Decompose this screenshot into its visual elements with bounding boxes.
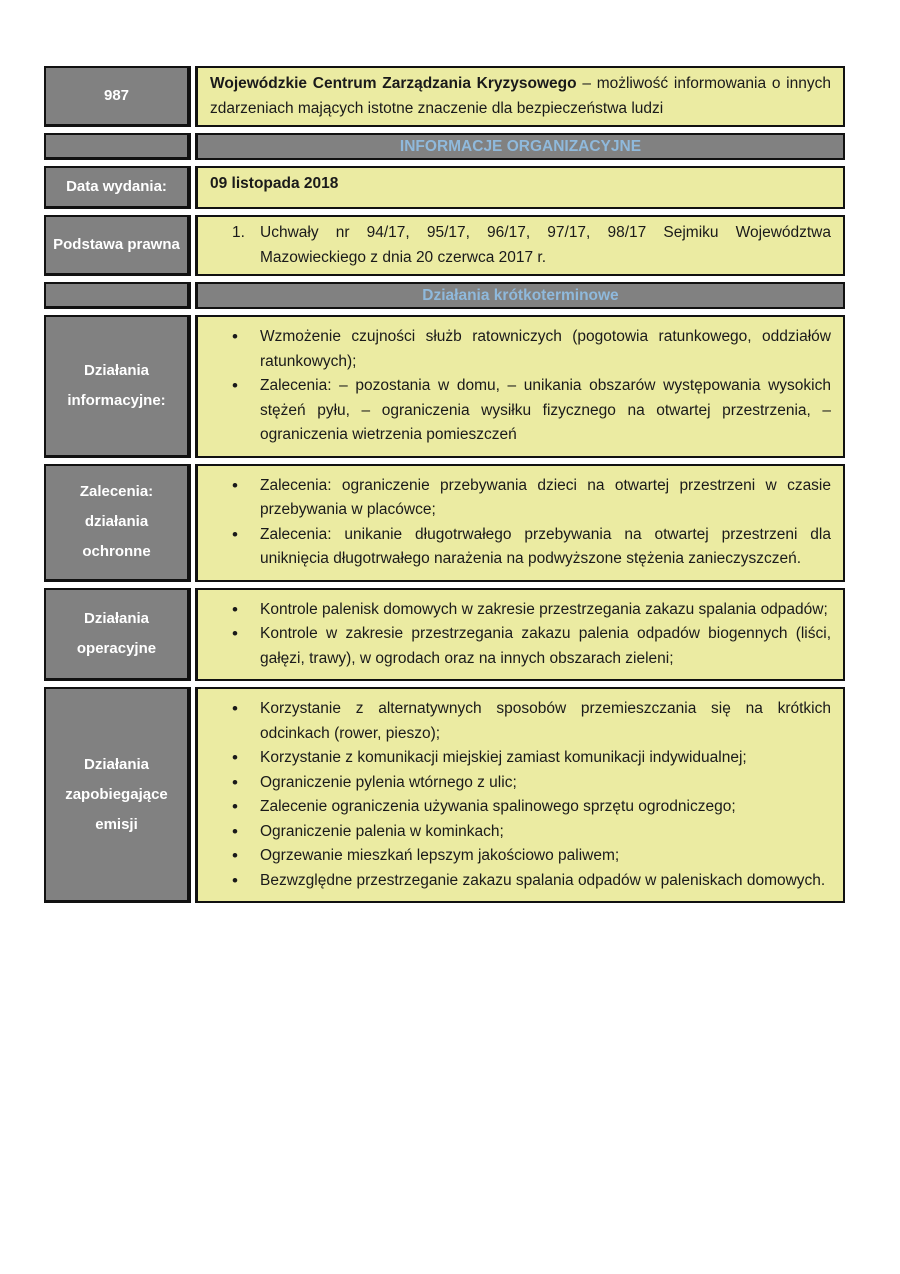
bullet-list <box>210 697 831 893</box>
label-line: emisji <box>95 815 138 833</box>
label-line: Działania <box>83 609 150 627</box>
row-label-dzialania-zapobiegajace <box>44 687 191 903</box>
label-line: informacyjne: <box>67 391 166 409</box>
label-line: Podstawa prawna <box>53 236 180 253</box>
legal-basis-text: Uchwały nr 94/17, 95/17, 96/17, 97/17, 98/17 Sejmiku Województwa Mazowieckiego z dnia 20 czerwca 2017 r. <box>260 224 831 266</box>
bullet-list <box>210 598 831 672</box>
row-content-dzialania-operacyjne <box>195 588 845 682</box>
document-title <box>210 72 831 121</box>
row-value-podstawa-prawna <box>195 215 845 276</box>
bullet-item: • Kontrole w zakresie przestrzegania zakazu palenia odpadów biogennych (liści, gałęzi, trawy), w ogrodach oraz na innych obszarach zieleni; <box>210 622 831 671</box>
label-line: zapobiegające <box>65 785 168 803</box>
label-line: operacyjne <box>76 639 157 657</box>
bullet-item: • Zalecenia: – pozostania w domu, – unikania obszarów występowania wysokich stężeń pyłu, – ograniczenia wysiłku fizycznego na otwartej przestrzenia, – ograniczenia wietrzenia pomieszczeń <box>210 374 831 448</box>
bullet-item: • Korzystanie z komunikacji miejskiej zamiast komunikacji indywidualnej; <box>210 746 831 771</box>
bullet-item: • Zalecenie ograniczenia używania spalinowego sprzętu ogrodniczego; <box>210 795 831 820</box>
bullet-item: • Wzmożenie czujności służb ratowniczych (pogotowia ratunkowego, oddziałów ratunkowych); <box>210 325 831 374</box>
section-short-term-title: Działania krótkoterminowe <box>422 286 619 304</box>
label-line: Działania <box>83 755 150 773</box>
row-content-dzialania-informacyjne <box>195 315 845 458</box>
bullet-list <box>210 474 831 572</box>
label-line: Działania <box>83 361 150 379</box>
bullet-item: • Zalecenia: unikanie długotrwałego przebywania na otwartej przestrzeni dla uniknięcia długotrwałego narażenia na podwyższone stężenia zanieczyszczeń. <box>210 523 831 572</box>
issue-date-value: 09 listopada 2018 <box>210 175 339 192</box>
bullet-item: • Korzystanie z alternatywnych sposobów przemieszczania się na krótkich odcinkach (rower, pieszo); <box>210 697 831 746</box>
legal-basis-item <box>210 221 831 270</box>
label-line: działania <box>84 513 149 530</box>
list-number: 1. <box>232 224 245 241</box>
bullet-item: • Kontrole palenisk domowych w zakresie przestrzegania zakazu spalania odpadów; <box>210 598 831 623</box>
row-label-dzialania-operacyjne <box>44 588 191 682</box>
label-line: ochronne <box>82 543 151 560</box>
bullet-item: • Ograniczenie palenia w kominkach; <box>210 820 831 845</box>
bullet-item: • Ogrzewanie mieszkań lepszym jakościowo paliwem; <box>210 844 831 869</box>
section-info-empty-cell <box>44 133 191 160</box>
row-content-dzialania-zapobiegajace <box>195 687 845 903</box>
bullet-item: • Ograniczenie pylenia wtórnego z ulic; <box>210 771 831 796</box>
section-info-header <box>195 133 845 160</box>
row-id-cell <box>44 66 191 127</box>
title-rest-part: – możliwość informowania o innych zdarzeniach mających istotne znaczenie dla bezpieczeństwa ludzi <box>210 75 831 117</box>
bullet-list <box>210 325 831 448</box>
title-bold-part: Wojewódzkie Centrum Zarządzania Kryzysowego <box>210 75 577 92</box>
section-short-term-empty-cell <box>44 282 191 309</box>
row-value-data-wydania <box>195 166 845 209</box>
row-content-zalecenia-ochronne <box>195 464 845 582</box>
bullet-item: • Zalecenia: ograniczenie przebywania dzieci na otwartej przestrzeni w czasie przebywania w placówce; <box>210 474 831 523</box>
label-line: Zalecenia: <box>79 483 154 500</box>
row-label-data-wydania <box>44 166 191 209</box>
document-id: 987 <box>103 87 130 104</box>
row-label-dzialania-informacyjne <box>44 315 191 458</box>
info-table <box>44 66 845 903</box>
bullet-item: • Bezwzględne przestrzeganie zakazu spalania odpadów w paleniskach domowych. <box>210 869 831 894</box>
section-info-title: INFORMACJE ORGANIZACYJNE <box>399 137 642 155</box>
label-line: Data wydania: <box>66 178 167 195</box>
row-label-zalecenia-ochronne <box>44 464 191 582</box>
row-label-podstawa-prawna <box>44 215 191 276</box>
section-short-term-header <box>195 282 845 309</box>
row-title-cell <box>195 66 845 127</box>
